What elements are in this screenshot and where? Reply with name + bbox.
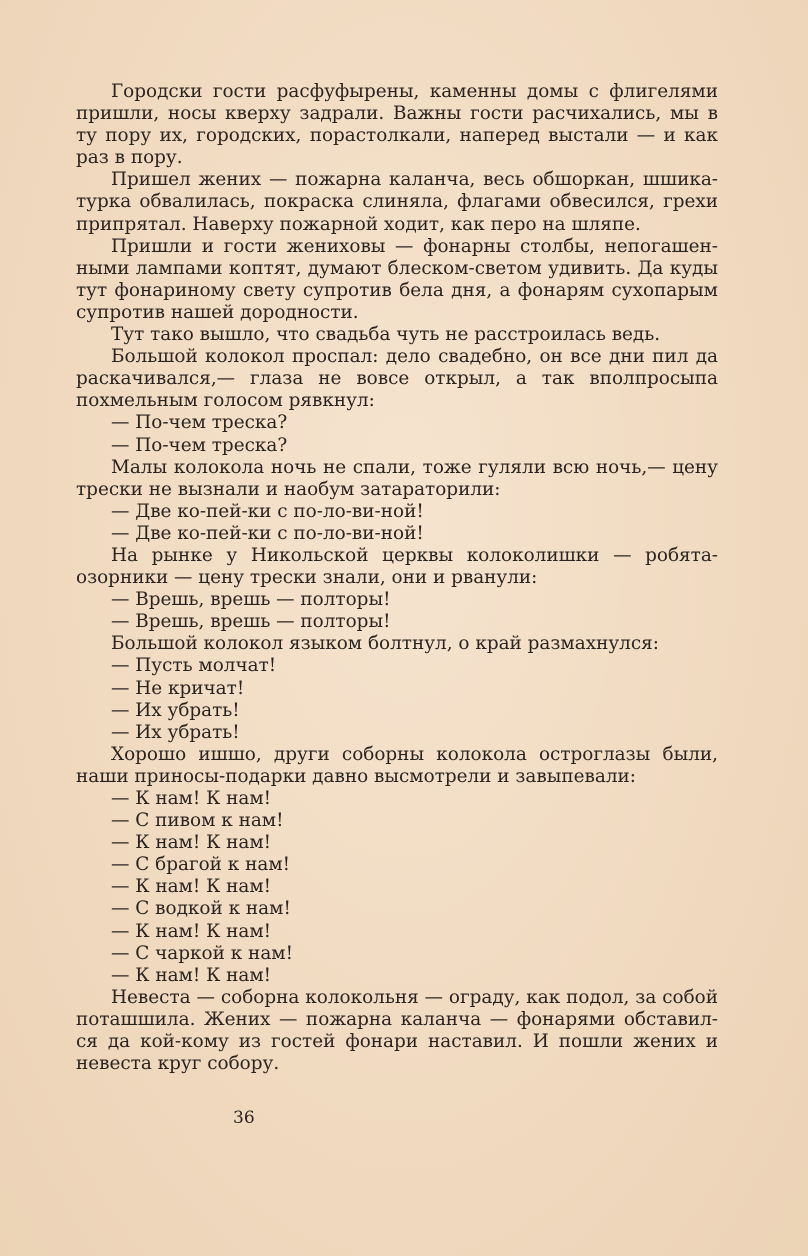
text-line: Хорошо ишшо, други соборны колокола остроглазы были, [111,743,718,765]
text-line: супротив нашей дородности. [76,301,359,323]
body-text [76,81,718,1075]
text-line: — По-чем треска? [111,434,288,456]
text-line: — К нам! К нам! [111,832,272,854]
text-line: ся да кой-кому из гостей фонари наставил. И пошли жених и [76,1031,718,1053]
text-line: раз в пору. [76,147,183,169]
text-line: Малы колокола ночь не спали, тоже гуляли всю ночь,— цену [111,456,718,478]
text-line: — По-чем треска? [111,412,288,434]
text-line: трески не вызнали и наобум затараторили: [76,478,501,500]
text-line: Невеста — соборна колокольня — ограду, как подол, за собой [111,986,718,1008]
text-line: — С водкой к нам! [111,898,291,920]
text-line: — С чаркой к нам! [111,942,293,964]
text-line: турка обвалилась, покраска слиняла, флагами обвесился, грехи [76,191,718,213]
text-line: — К нам! К нам! [111,876,272,898]
text-line: похмельным голосом рявкнул: [76,390,375,412]
text-line: — Их убрать! [111,721,240,743]
text-line: ными лампами коптят, думают блеском-светом удивить. Да куды [76,257,718,279]
page-number: 36 [233,1108,255,1128]
text-line: — К нам! К нам! [111,788,272,809]
text-line: Тут тако вышло, что свадьба чуть не расстроилась ведь. [111,324,661,346]
text-line: раскачивался,— глаза не вовсе открыл, а так вполпросыпа [76,368,718,390]
text-line: — Не кричат! [111,677,245,699]
text-line: припрятал. Наверху пожарной ходит, как перо на шляпе. [76,213,641,235]
text-line: — Пусть молчат! [111,655,277,677]
text-line: — С брагой к нам! [111,854,291,876]
text-line: — К нам! К нам! [111,920,272,942]
text-line: Большой колокол проспал: дело свадебно, он все дни пил да [111,346,718,368]
text-line: ту пору их, городских, порастолкали, наперед выстали — и как [76,125,718,147]
text-line: поташшила. Жених — пожарна каланча — фонарями обставил- [76,1008,718,1030]
text-line: озорники — цену трески знали, они и рванули: [76,567,538,589]
text-line: Городски гости расфуфырены, каменны домы с флигелями [111,81,718,102]
text-line: — Две ко-пей-ки с по-ло-ви-ной! [111,500,424,522]
text-line: тут фонариному свету супротив бела дня, а фонарям сухопарым [76,279,718,301]
text-line: Пришел жених — пожарна каланча, весь обшоркан, шшика- [111,169,718,191]
text-line: невеста круг собору. [76,1053,280,1075]
text-line: наши приносы-подарки давно высмотрели и завыпевали: [76,765,636,787]
text-line: — К нам! К нам! [111,964,272,986]
text-line: — Две ко-пей-ки с по-ло-ви-ной! [111,522,424,544]
text-line: — Их убрать! [111,699,240,721]
text-line: пришли, носы кверху задрали. Важны гости расчихались, мы в [76,103,718,125]
text-line: — Врешь, врешь — полторы! [111,589,391,611]
text-line: Большой колокол языком болтнул, о край размахнулся: [111,633,659,655]
text-line: — С пивом к нам! [111,810,284,832]
text-line: — Врешь, врешь — полторы! [111,611,391,633]
text-line: Пришли и гости жениховы — фонарны столбы, непогашен- [111,235,718,257]
text-line: На рынке у Никольской церквы колоколишки — робята- [111,544,718,566]
